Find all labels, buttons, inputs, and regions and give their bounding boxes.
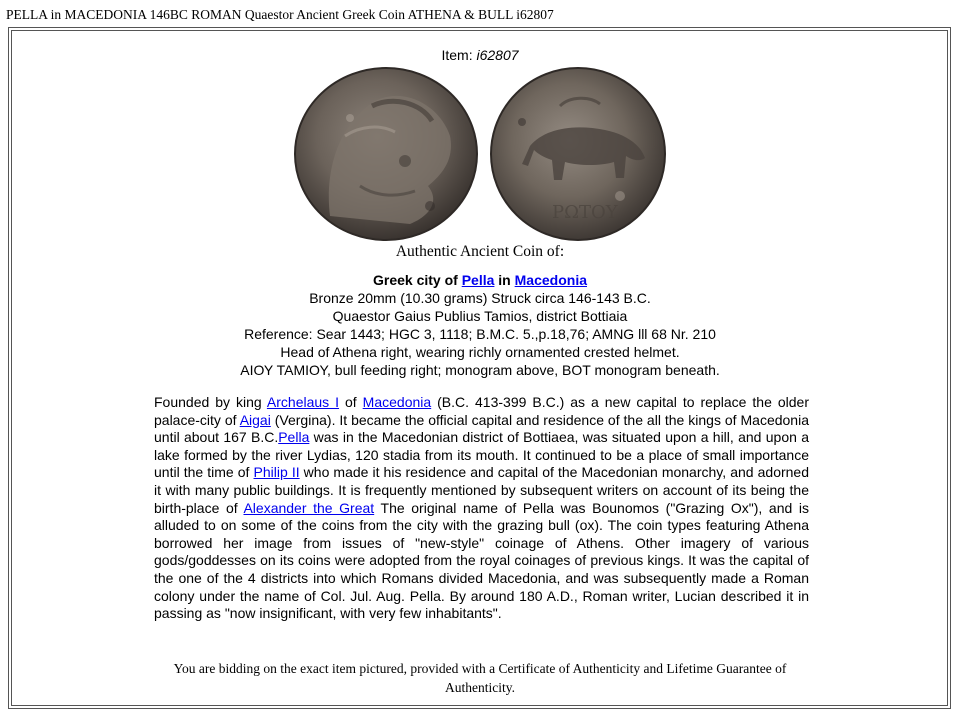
description-line-obverse: Head of Athena right, wearing richly ornamented crested helmet. xyxy=(280,344,680,360)
description-line-reverse: ΑΙΟΥ ΤΑΜΙΟΥ, bull feeding right; monogram above, BOT monogram beneath. xyxy=(240,362,720,378)
macedonia-history-link[interactable]: Macedonia xyxy=(362,394,432,410)
item-line xyxy=(0,47,960,63)
history-paragraph xyxy=(154,394,809,623)
coin-obverse-image xyxy=(295,68,477,240)
headline-prefix: Greek city of xyxy=(373,272,462,288)
history-text-1: Founded by king xyxy=(154,394,267,410)
aigai-link[interactable]: Aigai xyxy=(239,411,271,428)
archelaus-link[interactable]: Archelaus I xyxy=(266,394,340,410)
alexander-link[interactable]: Alexander the Great xyxy=(243,499,375,516)
philip-link[interactable]: Philip II xyxy=(253,464,300,481)
macedonia-link[interactable]: Macedonia xyxy=(514,272,587,288)
headline-mid: in xyxy=(494,272,515,288)
item-id: i62807 xyxy=(476,47,519,63)
page-title: PELLA in MACEDONIA 146BC ROMAN Quaestor Ancient Greek Coin ATHENA & BULL i62807 xyxy=(6,7,554,22)
coin-images xyxy=(0,66,960,242)
coin-description xyxy=(0,271,960,379)
description-line-reference: Reference: Sear 1443; HGC 3, 1118; B.M.C. 5.,p.18,76; AMNG lll 68 Nr. 210 xyxy=(244,326,716,342)
item-label: Item: xyxy=(441,47,473,63)
coin-images-svg xyxy=(0,66,960,242)
pella-link[interactable]: Pella xyxy=(461,272,495,288)
history-text-7: The original name of Pella was Bounomos ("Grazing Ox"), and is alluded to on some of the coins from the city with the grazing bull (ox). The coin types featuring Athena borrowed her image from issues of "new-style" coinage of Athens. Other imagery of various gods/goddesses on its coins were adopted from the royal coinages of previous kings. It was the capital of the one of the 4 districts into which Romans divided Macedonia, and was subsequently made a Roman colony under the name of Col. Jul. Aug. Pella. By around 180 A.D., Roman writer, Lucian described it in passing as "now insignificant, with very few inhabitants". xyxy=(154,499,809,622)
coin-reverse-image xyxy=(491,68,665,240)
svg-text:ΡΩΤΟΥ: ΡΩΤΟΥ xyxy=(552,202,618,223)
history-text-2: of xyxy=(339,394,363,410)
description-line-magistrate: Quaestor Gaius Publius Tamios, district Bottiaia xyxy=(332,308,628,324)
pella-history-link[interactable]: Pella xyxy=(278,429,310,446)
history-text-4: (Vergina). It became the official capital and residence of the all the kings of Macedonia until about 167 B.C. xyxy=(154,411,809,446)
authentic-coin-heading: Authentic Ancient Coin of: xyxy=(395,243,565,260)
description-line-denomination: Bronze 20mm (10.30 grams) Struck circa 146-143 B.C. xyxy=(309,290,651,306)
description-headline xyxy=(0,271,960,289)
history-text-3: (B.C. 413-399 B.C.) as a new capital to replace the older palace-city of xyxy=(154,394,809,428)
authenticity-footer: You are bidding on the exact item pictured, provided with a Certificate of Authenticity and Lifetime Guarantee of Authenticity. xyxy=(173,661,787,695)
history-text-6: who made it his residence and capital of the Macedonian monarchy, and adorned it with many public buildings. It is frequently mentioned by subsequent writers on account of its being the birth-place of xyxy=(154,464,809,516)
history-text-5: was in the Macedonian district of Bottiaea, was situated upon a hill, and upon a lake formed by the river Lydias, 120 stadia from its mouth. It continued to be a place of small importance until the time of xyxy=(154,429,809,481)
